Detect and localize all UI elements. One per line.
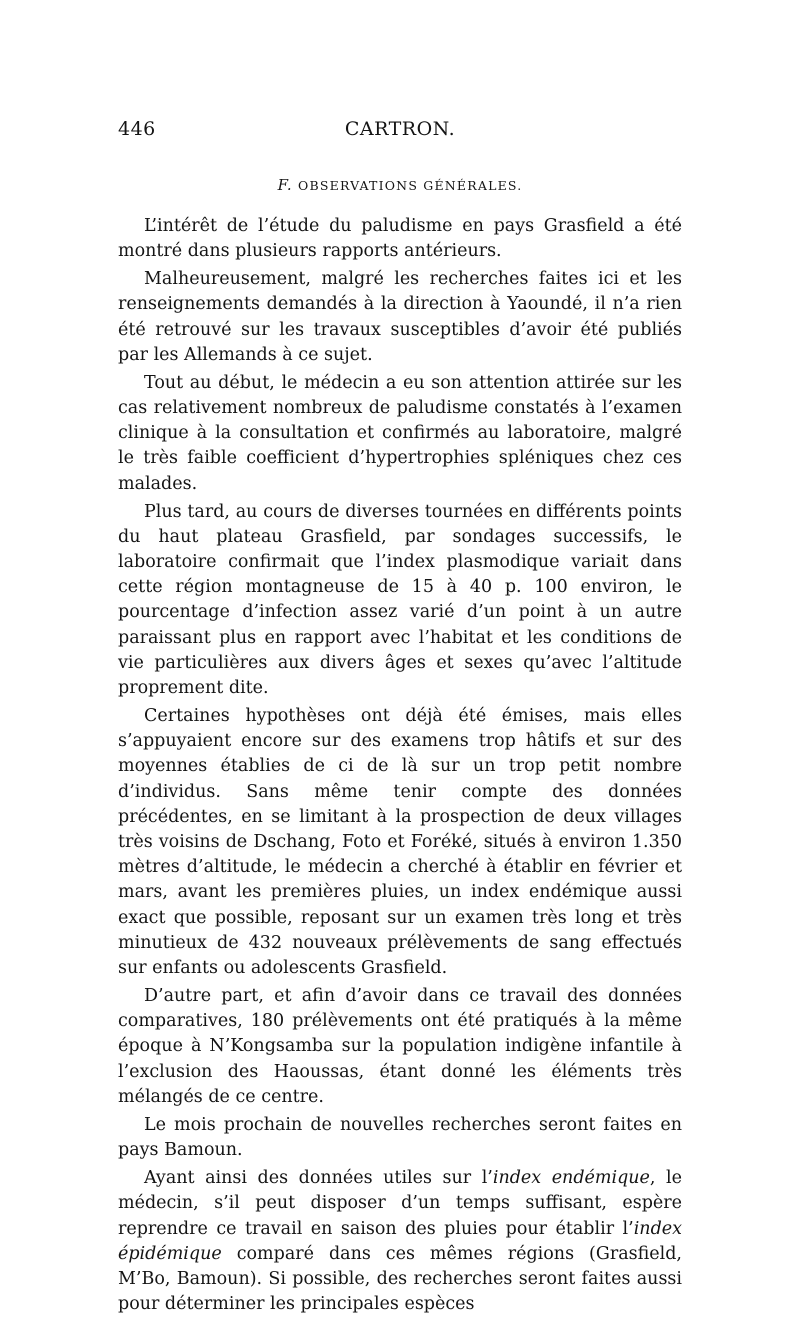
paragraph-8-part-2: , le médecin, s’il peut disposer d’un temps suffisant, espère reprendre ce travail en saison des pluies pour établir l’ <box>118 1168 682 1239</box>
running-title: CARTRON. <box>344 118 456 140</box>
term-index-epidemique: index épidémique <box>118 1218 682 1264</box>
paragraph-5: Certaines hypothèses ont déjà été émises, mais elles s’appuyaient encore sur des examens trop hâtifs et sur des moyennes établies de ci de là sur un trop petit nombre d’individus. Sans même tenir compte des données précédentes, en se limitant à la prospection de deux villages très voisins de Dschang, Foto et Foréké, situés à environ 1.350 mètres d’altitude, le médecin a cherché à établir en février et mars, avant les premières pluies, un index endémique aussi exact que possible, reposant sur un examen très long et très minutieux de 432 nouveaux prélèvements de sang effectués sur enfants ou adolescents Grasfield. <box>118 706 682 979</box>
paragraph-7: Le mois prochain de nouvelles recherches seront faites en pays Bamoun. <box>118 1114 682 1161</box>
paragraph-4: Plus tard, au cours de diverses tournées en différents points du haut plateau Grasfield, par sondages successifs, le laboratoire confirmait que l’index plasmodique variait dans cette région montagneuse de 15 à 40 p. 100 environ, le pourcentage d’infection assez varié d’un point à un autre paraissant plus en rapport avec l’habitat et les conditions de vie particulières aux divers âges et sexes qu’avec l’altitude proprement dite. <box>118 501 682 699</box>
paragraph-2: Malheureusement, malgré les recherches faites ici et les renseignements demandés à la direction à Yaoundé, il n’a rien été retrouvé sur les travaux susceptibles d’avoir été publiés par les Allemands à ce sujet. <box>118 269 682 365</box>
page-number: 446 <box>118 118 156 140</box>
paragraph-8-part-1: Ayant ainsi des données utiles sur l’ <box>144 1168 493 1189</box>
section-letter: F. <box>277 176 293 194</box>
section-heading <box>118 176 682 194</box>
body-text <box>118 214 682 1320</box>
paragraph-8-part-3: comparé dans ces mêmes régions (Grasfield, M’Bo, Bamoun). Si possible, des recherches seront faites aussi pour déterminer les principales espèces <box>118 1243 682 1315</box>
term-index-endemique: index endémique <box>492 1168 650 1189</box>
section-title: OBSERVATIONS GÉNÉRALES. <box>298 178 523 193</box>
paragraph-6: D’autre part, et afin d’avoir dans ce travail des données comparatives, 180 prélèvements ont été pratiqués à la même époque à N’Kongsamba sur la population indigène infantile à l’exclusion des Haoussas, étant donné les éléments très mélangés de ce centre. <box>118 986 682 1107</box>
paragraph-1: L’intérêt de l’étude du paludisme en pays Grasfield a été montré dans plusieurs rapports antérieurs. <box>118 216 682 262</box>
paragraph-3: Tout au début, le médecin a eu son attention attirée sur les cas relativement nombreux de paludisme constatés à l’examen clinique à la consultation et confirmés au laboratoire, malgré le très faible coefficient d’hypertrophies spléniques chez ces malades. <box>118 372 682 494</box>
paragraph-8 <box>118 1166 682 1317</box>
